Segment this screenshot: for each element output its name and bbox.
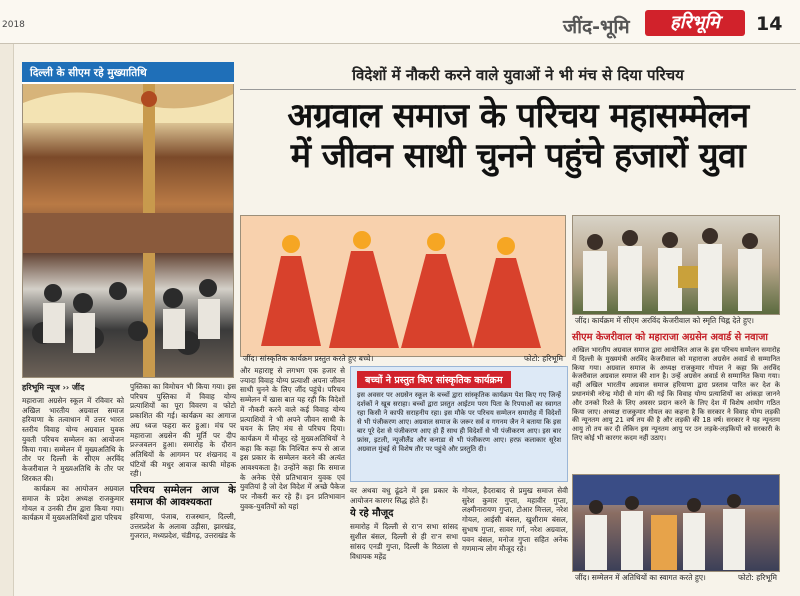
box-heading: बच्चों ने प्रस्तुत किए सांस्कृतिक कार्यक्रम [357, 371, 511, 388]
headline-line-1: अग्रवाल समाज के परिचय महासम्मेलन [287, 96, 749, 136]
section-title: जींद-भूमि [563, 16, 630, 38]
byline: हरिभूमि न्यूज ›› जींद [22, 383, 85, 392]
headline-line-2: में जीवन साथी चुनने पहुंचे हजारों युवा [290, 136, 746, 176]
left-col1-para1: महाराजा अग्रसेन स्कूल में रविवार को अखिल भारतीय अग्रवाल समाज हरियाणा के तत्वाधान में उत्तर भारत स्तरीय विवाह योग्य अग्रवाल युवक युवती परिचय सम्मेलन का आयोजन किया गया। सम्मेलन में मुख्यअतिथि के तौर पर दिल्ली के सीएम अरविंद केजरीवाल ने मुख्यअतिथि के तौर पर शिरकत की। [22, 396, 124, 483]
main-col4-text: वर अथवा वधु ढूंढने में इस प्रकार के आयोजन कारगर सिद्ध होते हैं। [350, 486, 458, 505]
main-headline [240, 96, 796, 176]
crowd-illustration [23, 63, 234, 378]
dance-caption-row [240, 352, 566, 365]
main-column-4 [350, 486, 458, 592]
award-illustration [573, 216, 780, 315]
left-col2-para2: हरियाणा, पंजाब, राजस्थान, दिल्ली, उत्तरप्रदेश के अलावा उड़ीसा, झारखंड, गुजरात, मध्यप्रदेश, चंडीगढ़, उत्तराखंड के [130, 512, 236, 541]
left-col2-para1: पुस्तिका का विमोचन भी किया गया। इस परिचय पुस्तिका में विवाह योग्य प्रत्याशियों का पूरा विवरण व फोटो प्रकाशित की गई। कार्यक्रम का आगाज अग्र ध्वज फहरा कर हुआ। मंच पर महाराजा अग्रसेन की मूर्ति पर दीप प्रज्जवलन हुआ। समारोह के दौरान अतिथियों के आगमन पर शंखनाद व घंटियों की मधुर आवाज काफी मोहक रही। [130, 382, 236, 479]
left-column-2 [130, 382, 236, 592]
dance-caption: जींद। सांस्कृतिक कार्यक्रम प्रस्तुत करते हुए बच्चे। [243, 354, 374, 363]
main-col4-text-b: समारोह में दिल्ली से रा'न सभा सांसद सुशील बंसल, दिल्ली से ही रा'न सभा सांसद एनडी गुप्ता, दिल्ली के रिठाला से विधायक महेंद्र [350, 522, 458, 561]
page-number: 14 [756, 13, 783, 35]
story-tag: दिल्ली के सीएम रहे मुख्यातिथि [30, 67, 147, 79]
main-col5-text: गोयल, हैदराबाद से प्रमुख समाज सेवी सुरेश कुमार गुप्ता, महावीर गुप्ता, लक्ष्मीनारायण गुप्ता, टोआर मित्तल, नरेश गोयल, आईसी बंसल, खुशीराम बंसल, सुभाष गुप्ता, सावर गर्ग, नरेश अग्रवाल, पवन बंसल, मनोज गुप्ता सहित अनेक गणमान्य लोग मौजूद रहे। [462, 486, 568, 554]
welcome-caption-row [572, 571, 780, 584]
main-column-3 [240, 366, 345, 592]
event-crowd-photo [22, 62, 234, 378]
story-tag-banner [22, 62, 234, 84]
cultural-program-box [350, 366, 568, 482]
header-year: 2018 [2, 20, 25, 30]
right-headline: सीएम केजरीवाल को महाराजा अग्रसेन अवार्ड से नवाजा [572, 332, 768, 343]
award-caption: जींद। कार्यक्रम में सीएम अरविंद केजरीवाल को स्मृति चिह्न देते हुए। [575, 316, 754, 325]
left-column-1 [22, 396, 124, 592]
dance-photo-credit: फोटो: हरिभूमि [523, 354, 563, 363]
left-subhead: परिचय सम्मेलन आज के समाज की आवश्यकता [130, 482, 236, 509]
welcome-photo-credit: फोटो: हरिभूमि [737, 573, 777, 582]
adjacent-page-edge [0, 44, 14, 596]
box-text: इस अवसर पर अग्रसेन स्कूल के बच्चों द्वारा सांस्कृतिक कार्यक्रम पेश किए गए जिन्हें दर्शकों ने खूब सराहा। बच्चों द्वारा प्रस्तुत आईटम परम पिता के रिपयाओं का स्वागत रहा किसी ने काफी सराहनीय रहा। इस मौके पर परिचय सम्मेलन समारोह में विदेशों से भी पंजीकरण आए। अग्रवाल समाज के जरूर सर्व व गगनम जैन ने बताया कि इस बार पूरे देश से पंजीकरण आए हो हैं साथ ही विदेशों से भी पंजीकरण आए। इस बार फ्रांस, इटली, न्यूजीलैंड और कनाडा से भी पंजीकरण आए। हरफ़ कलाकार सूरेश अग्रवाल मुंबई से विशेष तौर पर पहुंचे और प्रस्तुति दी। [357, 391, 561, 453]
dancers-illustration [241, 216, 566, 357]
right-story-text: अखिल भारतीय अग्रवाल समाज द्वारा आयोजित आज के इस परिचय सम्मेलन समारोह में दिल्ली के मुख्यमंत्री अरविंद केजरीवाल को महाराजा अग्रसेन अवार्ड से सम्मानित किया गया। अग्रवाल समाज के अध्यक्ष राजकुमार गोयल ने कहा कि अरविंद केजरीवाल अग्रवाल समाज की शान है। उन्हें अग्रसेन अवार्ड से सम्मानित किया गया। वहीं अखिल भारतीय अग्रवाल समाज हरियाणा द्वारा प्रस्ताव पारित कर देश के प्रधानमंत्री नरेन्द्र मोदी से मांग की गई कि विवाह योग्य प्रत्याशियों का आंकड़ा जानने और उनको रिश्ते के लिए अवसर प्रदान करने के लिए देश में विशेष आयोग गठित किया जाए। अध्यक्ष राजकुमार गोयल का कहना है कि सरकार ने विवाह योग्य लड़की की न्यूनतम आयु 21 वर्ष तय की है और लड़की की 18 वर्ष। सरकार ने यह न्यूनतम आयु तो तय कर दी लेकिन इस न्यूनतम आयु पर उन लड़के-लड़कियों को सरकारी के लिए कोई भी कारगर कदम नहीं उठाए। [572, 346, 780, 442]
left-col1-para2: कार्यक्रम का आयोजन अग्रवाल समाज के प्रदेश अध्यक्ष राजकुमार गोयल व उनकी टीम द्वारा किया गया। कार्यक्रम में मुख्यअतिथियों द्वारा परिचय [22, 484, 124, 523]
story-kicker: विदेशों में नौकरी करने वाले युवाओं ने भी मंच से दिया परिचय [240, 60, 796, 90]
main-column-5 [462, 486, 568, 592]
dance-performance-photo [240, 215, 566, 357]
main-col3-text: और महाराष्ट्र से लगभग एक हजार से ज्यादा विवाह योग्य प्रत्याशी अपना जीवन साथी चुनने के लिए जींद पहुंचे। परिचय सम्मेलन में खास बात यह रही कि विदेशों में नौकरी करने वाले कई विवाह योग्य प्रत्याशियों ने भी अपने जीवन साथी के चयन के लिए मंच से परिचय दिया। कार्यक्रम में मौजूद रहे मुख्यअतिथियों ने कहा कि कहा कि निश्चित रूप से आज इस प्रकार के सम्मेलन करने की अत्यंत आवश्यकता है। उन्होंने कहा कि समाज के अनेक ऐसे प्रतिभावान युवक एवं युवतियां है जो देश विदेश में अच्छे पैकेज पर नौकरी कर रहे हैं। इन प्रतिभावान युवक-युवतियों को यहां [240, 366, 345, 511]
welcome-caption: जींद। सम्मेलन में अतिथियों का स्वागत करते हुए। [575, 573, 706, 582]
welcome-guests-photo [572, 474, 780, 572]
guests-illustration [573, 475, 780, 572]
present-subhead: ये रहे मौजूद [350, 508, 394, 520]
award-ceremony-photo [572, 215, 780, 315]
brand-logo: हरिभूमि [645, 10, 745, 36]
